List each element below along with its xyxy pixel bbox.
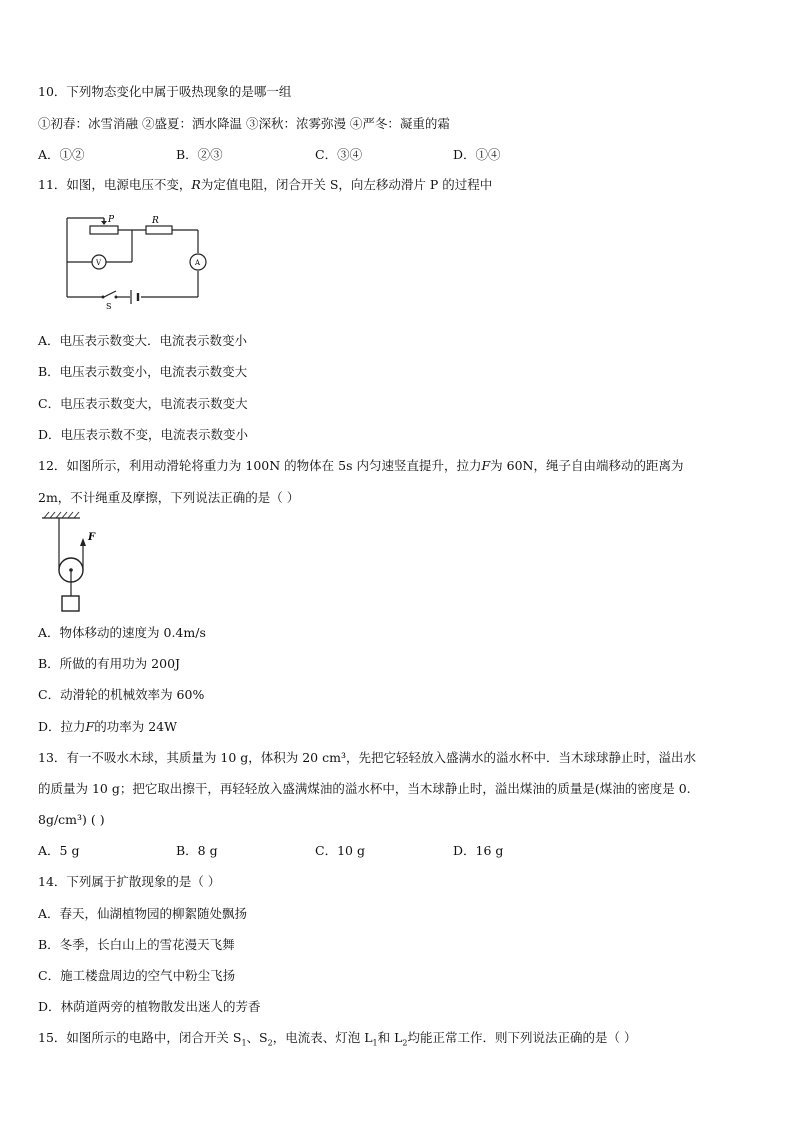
- q14-option-a: A．春天，仙湖植物园的柳絮随处飘扬: [38, 906, 248, 921]
- q14-option-c: C．施工楼盘周边的空气中粉尘飞扬: [38, 968, 236, 983]
- label-p: P: [108, 215, 115, 225]
- rheostat: [90, 226, 118, 234]
- q11-option-b: B．电压表示数变小，电流表示数变大: [38, 364, 248, 379]
- q10-option-a: A．①②: [38, 147, 85, 162]
- q14-option-d: D．林荫道两旁的植物散发出迷人的芳香: [38, 999, 261, 1014]
- q11-option-c: C．电压表示数变大，电流表示数变大: [38, 396, 248, 411]
- q11-option-d: D．电压表示数不变，电流表示数变小: [38, 427, 249, 442]
- q14-option-b: B．冬季，长白山上的雪花漫天飞舞: [38, 937, 235, 952]
- label-r: R: [152, 216, 159, 226]
- q10-stem: 10．下列物态变化中属于吸热现象的是哪一组: [38, 84, 292, 99]
- q12-stem-line-1: 12．如图所示，利用动滑轮将重力为 100N 的物体在 5s 内匀速竖直提升，拉力F为 60N，绳子自由端移动的距离为: [38, 458, 684, 473]
- q13-option-a: A．5 g: [38, 843, 80, 858]
- label-a: A: [195, 259, 201, 267]
- q13-option-b: B．8 g: [176, 843, 218, 858]
- q12-option-b: B．所做的有用功为 200J: [38, 656, 181, 671]
- label-f: F: [88, 532, 96, 543]
- q11-stem: 11．如图，电源电压不变，R为定值电阻，闭合开关 S，向左移动滑片 P 的过程中: [38, 177, 493, 192]
- q10-option-c: C．③④: [315, 147, 363, 162]
- q10-cases: ①初春：冰雪消融 ②盛夏：洒水降温 ③深秋：浓雾弥漫 ④严冬：凝重的霜: [38, 116, 450, 131]
- q13-option-c: C．10 g: [315, 843, 365, 858]
- q13-stem-line-1: 13．有一不吸水木球，其质量为 10 g，体积为 20 cm³，先把它轻轻放入盛满水的溢水杯中．当木球球静止时，溢出水: [38, 750, 696, 765]
- q12-option-a: A．物体移动的速度为 0.4m/s: [38, 625, 206, 640]
- q11-circuit-diagram: [60, 210, 210, 310]
- q11-option-a: A．电压表示数变大．电流表示数变小: [38, 333, 248, 348]
- q13-stem-line-2: 的质量为 10 g；把它取出擦干，再轻轻放入盛满煤油的溢水杯中，当木球静止时，溢出煤油的质量是(煤油的密度是 0.: [38, 781, 691, 796]
- resistor-r: [146, 226, 172, 234]
- q10-option-b: B．②③: [176, 147, 223, 162]
- q12-option-d: D．拉力F的功率为 24W: [38, 719, 177, 734]
- q14-stem: 14．下列属于扩散现象的是（ ）: [38, 874, 221, 889]
- label-v: V: [96, 259, 102, 267]
- q12-stem-line-2: 2m，不计绳重及摩擦，下列说法正确的是（ ）: [38, 490, 300, 505]
- weight-block: [62, 596, 79, 611]
- q13-stem-line-3: 8g/cm³) ( ): [38, 812, 105, 827]
- q13-option-d: D．16 g: [453, 843, 504, 858]
- label-s: S: [106, 302, 112, 310]
- q12-option-c: C．动滑轮的机械效率为 60%: [38, 687, 205, 702]
- q15-stem: 15．如图所示的电路中，闭合开关 $S_1$、$S_2$，电流表、灯泡 $L_1$和 $L_2$均能正常工作．则下列说法正确的是（ ）: [38, 1030, 637, 1048]
- q10-option-d: D．①④: [453, 147, 501, 162]
- q12-pulley-diagram: [40, 510, 110, 615]
